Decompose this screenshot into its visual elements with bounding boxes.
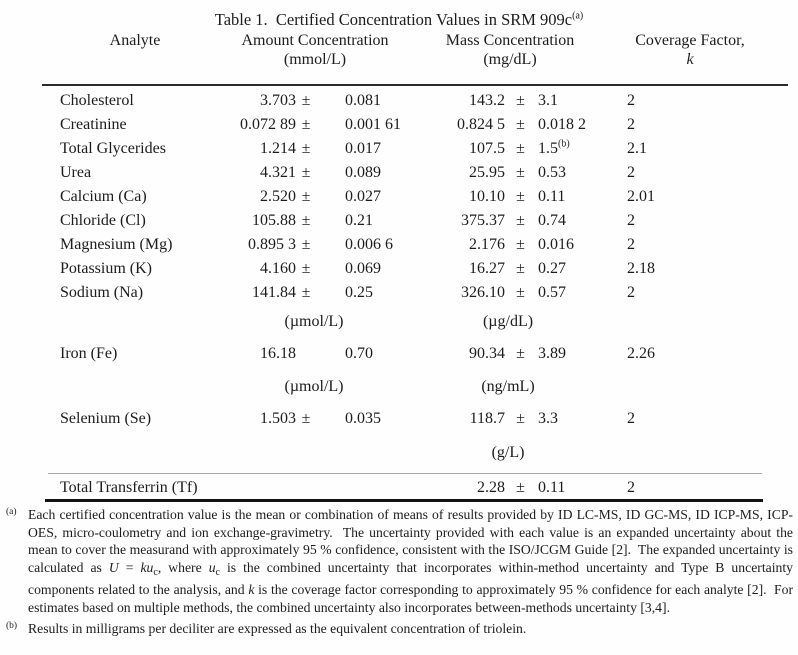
formula-equals: = — [118, 559, 141, 575]
amount-value: 4.321 — [260, 164, 296, 181]
footnote-a-text: , where — [157, 559, 209, 575]
plus-minus-sign: ± — [301, 140, 311, 157]
analyte-cell: Potassium (K) — [60, 260, 152, 277]
table-row-iron — [0, 342, 798, 366]
table-title-text: Table 1. Certified Concentration Values in SRM 909c — [214, 10, 573, 29]
formula-ku: ku — [140, 559, 154, 575]
table-row-sodium — [0, 281, 798, 305]
footnote-a — [5, 506, 793, 617]
mass-value: 16.27 — [469, 260, 505, 277]
amount-value: 105.88 — [252, 212, 296, 229]
plus-minus-sign: ± — [516, 212, 525, 229]
plus-minus-sign: ± — [301, 188, 311, 205]
footnote-a-text: is the coverage factor corresponding to approximately 95 % confidence for each analyte [2]. For estimates based on multiple methods, the combined uncertainty also incorporates between-methods uncertainty [3,4]. — [28, 582, 794, 615]
plus-minus-sign: ± — [516, 236, 525, 253]
amount-unit-label: (µmol/L) — [284, 313, 344, 330]
table-row-magnesium — [0, 233, 798, 257]
mass-uncertainty: 0.27 — [538, 260, 566, 277]
table-row-cholesterol — [0, 89, 798, 113]
amount-uncertainty: 0.001 61 — [345, 116, 401, 133]
header-coverage-k: k — [686, 51, 694, 68]
mass-uncertainty: 0.11 — [538, 188, 566, 205]
footnotes-section — [5, 506, 793, 637]
table-row-selenium — [0, 407, 798, 431]
mass-value: 0.824 5 — [457, 116, 505, 133]
plus-minus-sign: ± — [516, 116, 525, 133]
table-row-total-glycerides — [0, 137, 798, 161]
header-amount-concentration — [230, 31, 430, 69]
plus-minus-sign: ± — [516, 260, 525, 277]
plus-minus-sign: ± — [516, 140, 525, 157]
plus-minus-sign: ± — [516, 92, 525, 109]
table-bottom-rule — [45, 499, 763, 502]
header-amount-unit: (mmol/L) — [283, 51, 347, 68]
mass-value: 326.10 — [461, 284, 505, 301]
table-body — [0, 89, 798, 502]
header-analyte: Analyte — [109, 32, 161, 49]
footnote-a-marker: (a) — [6, 507, 17, 517]
coverage-factor-value: 2 — [627, 92, 635, 109]
mass-unit-label: (µg/dL) — [482, 313, 534, 330]
mass-uncertainty: 0.018 2 — [538, 116, 586, 133]
analyte-cell: Total Glycerides — [60, 140, 166, 157]
mass-value: 143.2 — [469, 92, 505, 109]
amount-value: 0.072 89 — [240, 116, 296, 133]
mass-value: 375.37 — [461, 212, 505, 229]
mass-uncertainty: 0.11 — [538, 479, 566, 496]
mass-uncertainty: 0.016 — [538, 236, 574, 253]
coverage-factor-value: 2 — [627, 284, 635, 301]
plus-minus-sign: ± — [301, 92, 311, 109]
analyte-cell: Magnesium (Mg) — [60, 236, 173, 253]
mass-value: 118.7 — [469, 410, 505, 427]
mass-value: 2.176 — [469, 236, 505, 253]
plus-minus-sign: ± — [516, 164, 525, 181]
analyte-cell: Creatinine — [60, 116, 127, 133]
amount-uncertainty: 0.017 — [345, 140, 381, 157]
plus-minus-sign: ± — [301, 164, 311, 181]
table-title — [0, 10, 798, 30]
plus-minus-sign: ± — [516, 479, 525, 496]
table-row-calcium — [0, 185, 798, 209]
table-row-potassium — [0, 257, 798, 281]
plus-minus-sign: ± — [301, 212, 311, 229]
amount-value: 1.214 — [260, 140, 296, 157]
amount-unit-label: (µmol/L) — [284, 378, 344, 395]
header-amount-line1: Amount Concentration — [241, 32, 389, 49]
mass-value: 10.10 — [469, 188, 505, 205]
unit-row-iron — [0, 310, 798, 334]
plus-minus-sign: ± — [301, 284, 311, 301]
mass-uncertainty: 3.1 — [538, 92, 558, 109]
amount-value: 4.160 — [260, 260, 296, 277]
table-header-row — [0, 31, 798, 69]
table-row-chloride — [0, 209, 798, 233]
amount-uncertainty: 0.081 — [345, 92, 381, 109]
analyte-cell: Calcium (Ca) — [60, 188, 147, 205]
analyte-cell: Selenium (Se) — [60, 410, 152, 427]
plus-minus-sign — [296, 477, 316, 499]
header-mass-line1: Mass Concentration — [445, 32, 575, 49]
mass-uncertainty: 0.57 — [538, 284, 566, 301]
plus-minus-sign: ± — [516, 284, 525, 301]
amount-value: 0.895 3 — [248, 236, 296, 253]
amount-uncertainty: 0.027 — [345, 188, 381, 205]
mass-uncertainty — [536, 137, 620, 161]
amount-value: 141.84 — [252, 284, 296, 301]
amount-uncertainty: 0.069 — [345, 260, 381, 277]
mass-uncertainty: 3.3 — [538, 410, 558, 427]
footnote-a-text: is the combined uncertainty that incorporates within-method uncertainty and Type B uncertainty components related to the analysis, and — [28, 559, 793, 598]
analyte-cell: Urea — [60, 164, 92, 181]
coverage-factor-value: 2.26 — [627, 345, 655, 362]
amount-uncertainty: 0.21 — [345, 212, 373, 229]
mass-unit-label: (ng/mL) — [481, 378, 535, 395]
plus-minus-sign — [296, 342, 316, 366]
amount-uncertainty: 0.25 — [345, 284, 373, 301]
plus-minus-sign: ± — [301, 116, 311, 133]
table-title-footnote-marker: (a) — [572, 10, 584, 22]
plus-minus-sign: ± — [301, 260, 311, 277]
transferrin-separator-rule — [48, 473, 762, 474]
footnote-b-marker: (b) — [558, 138, 570, 150]
coverage-factor-value: 2 — [627, 164, 635, 181]
header-coverage-factor — [620, 31, 798, 69]
header-rule — [42, 84, 788, 86]
amount-uncertainty: 0.089 — [345, 164, 381, 181]
amount-value: 3.703 — [260, 92, 296, 109]
analyte-cell: Iron (Fe) — [60, 345, 118, 362]
amount-uncertainty: 0.006 6 — [345, 236, 393, 253]
coverage-factor-value: 2 — [627, 212, 635, 229]
amount-unit-label — [230, 441, 430, 465]
formula-U: U — [108, 559, 119, 575]
mass-value: 107.5 — [469, 140, 505, 157]
amount-uncertainty: 0.035 — [345, 410, 381, 427]
amount-uncertainty: 0.70 — [345, 345, 373, 362]
plus-minus-sign: ± — [301, 410, 311, 427]
header-coverage-line1: Coverage Factor, — [635, 32, 745, 49]
mass-uncertainty: 0.74 — [538, 212, 566, 229]
table-row-total-transferrin — [0, 477, 798, 499]
analyte-cell: Chloride (Cl) — [60, 212, 146, 229]
footnote-a-text: Each certified concentration value is the mean or combination of means of results provided by ID LC-MS, ID GC-MS, ID ICP-MS, ICP-OES, micro-coulometry and ion exchange-gravimetry. The uncertainty provided with each value is an expanded uncertainty about the mean to cover the measurand with approximately 95 % confidence, consistent with the ISO/JCGM Guide [2]. The expanded uncertainty is calculated as — [28, 507, 793, 575]
amount-value: 16.18 — [260, 345, 296, 362]
coverage-factor-value: 2 — [627, 236, 635, 253]
mass-value: 25.95 — [469, 164, 505, 181]
formula-subscript-c: c — [153, 566, 158, 578]
coverage-factor-value: 2 — [627, 479, 635, 496]
analyte-cell: Cholesterol — [60, 92, 134, 109]
formula-k: k — [248, 582, 255, 598]
mass-uncertainty: 0.53 — [538, 164, 566, 181]
footnote-b-text: Results in milligrams per deciliter are expressed as the equivalent concentration of triolein. — [28, 620, 527, 636]
amount-uncertainty — [316, 477, 430, 499]
plus-minus-sign: ± — [516, 345, 525, 362]
coverage-factor-value: 2 — [627, 116, 635, 133]
amount-value: 1.503 — [260, 410, 296, 427]
plus-minus-sign: ± — [516, 410, 525, 427]
header-mass-concentration — [430, 31, 620, 69]
analyte-cell: Total Transferrin (Tf) — [60, 479, 198, 496]
mass-value: 90.34 — [469, 345, 505, 362]
analyte-cell: Sodium (Na) — [60, 284, 144, 301]
amount-value — [230, 477, 296, 499]
table-row-urea — [0, 161, 798, 185]
coverage-factor-value: 2.18 — [627, 260, 655, 277]
formula-subscript-c: c — [215, 566, 220, 578]
formula-u: u — [208, 559, 216, 575]
footnote-b — [5, 620, 793, 638]
coverage-factor-value: 2.01 — [627, 188, 655, 205]
header-mass-unit: (mg/dL) — [483, 51, 537, 68]
mass-value: 2.28 — [477, 479, 505, 496]
coverage-factor-value: 2 — [627, 410, 635, 427]
unit-row-selenium — [0, 375, 798, 399]
mass-uncertainty-value: 1.5 — [538, 140, 558, 157]
footnote-b-marker: (b) — [6, 620, 18, 631]
amount-value: 2.520 — [260, 188, 296, 205]
table-row-creatinine — [0, 113, 798, 137]
mass-unit-label: (g/L) — [491, 444, 525, 461]
mass-uncertainty: 3.89 — [538, 345, 566, 362]
coverage-factor-value: 2.1 — [627, 140, 647, 157]
plus-minus-sign: ± — [516, 188, 525, 205]
unit-row-transferrin — [0, 441, 798, 465]
plus-minus-sign: ± — [301, 236, 311, 253]
